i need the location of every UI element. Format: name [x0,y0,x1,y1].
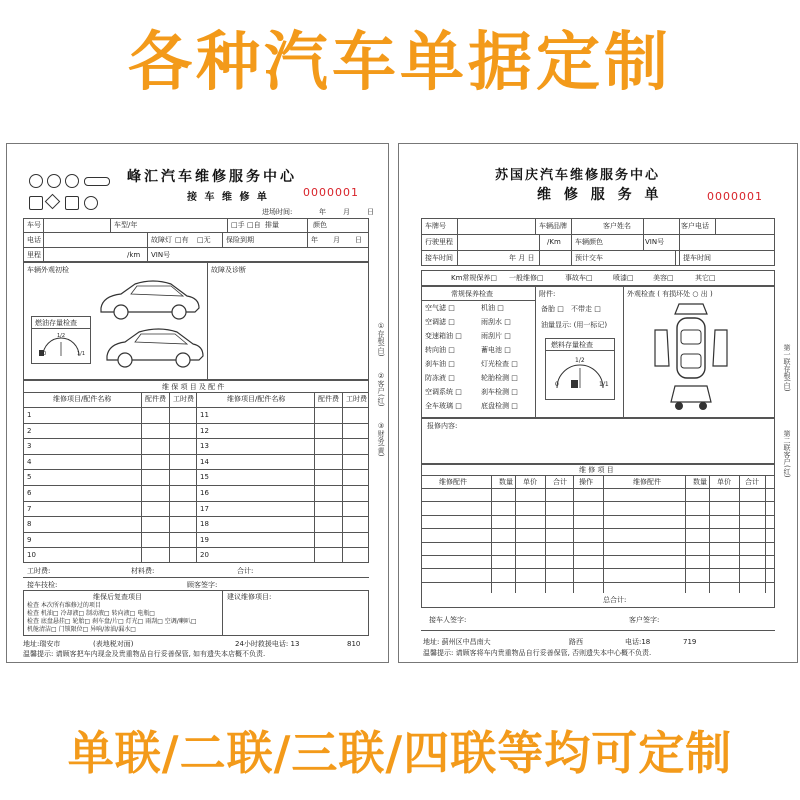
col-labor-fee-2: 工时费 [346,395,367,403]
mileage-label-right: 行驶里程 [425,238,453,246]
service-type-option[interactable]: Km常规保养□ [451,274,498,282]
row-number-right: 19 [200,535,209,544]
material-total-label: 材料费: [131,567,155,575]
phone-label: 电话 [27,236,41,244]
serial-number: 0000001 [303,186,359,199]
gauge-empty-right: 0 [555,381,559,388]
service-type-option[interactable]: 喷漆□ [613,274,634,282]
routine-check-item[interactable]: 全车玻璃 □ [425,402,462,410]
warranty-month: 月 [333,236,340,244]
row-number-right: 11 [200,411,209,419]
fuel-check-label-right: 燃料存量检查 [551,341,593,349]
tel-label-right: 电话:18 [625,638,651,646]
side-label-right-1: 第一联存根(白) [783,344,791,392]
routine-check-item[interactable]: 底盘检测 □ [481,402,518,410]
row-number-left: 8 [27,520,32,529]
chevrolet-logo-icon [65,196,79,210]
service-type-option[interactable]: 美容□ [653,274,674,282]
form-subtitle-right: 维 修 服 务 单 [537,187,663,203]
recheck-line-3: 检查 底盘悬挂□ 轮胎□ 刹车盘/片□ 灯光□ 雨刮□ 空调/喇叭□ [27,618,197,625]
routine-check-item[interactable]: 空气滤 □ [425,304,455,312]
gauge-half-label: 1/2 [57,333,66,339]
row-number-left: 9 [27,535,32,544]
day-label: 日 [367,208,374,216]
toyota-logo-icon [29,196,43,210]
gauge-empty-label: 0 [43,351,47,357]
side-label-1: ①存根(白) [377,322,385,357]
address-label-right: 地址: 蓟州区中昌南大 [423,638,491,646]
routine-check-item[interactable]: 空调系统 □ [425,388,462,396]
column-divider [573,475,574,593]
row-divider [421,542,775,543]
address-label: 地址:瑞安市 [23,640,61,648]
side-label-2: ②客户(红) [377,372,385,407]
shop-title: 峰汇汽车维修服务中心 [127,169,297,185]
vw-logo-icon [65,174,79,188]
service-type-option[interactable]: 事故车□ [565,274,593,282]
recheck-line-1: 检查 本次所有维修过的项目 [27,602,101,609]
repair-desc-area [421,418,775,464]
row-divider [23,501,369,502]
gauge-full-label: 1/1 [77,351,86,357]
receiver-sign-label: 接车技检: [27,581,58,589]
car-top-view-diagram-icon [647,302,735,414]
serial-number-right: 0000001 [707,190,763,203]
routine-check-item[interactable]: 刹车检测 □ [481,388,518,396]
column-divider [603,475,604,593]
routine-check-item[interactable]: 空调滤 □ [425,318,455,326]
warm-tip: 温馨提示: 请顾客把车内现金及贵重物品自行妥善保管, 如有遗失本店概不负责. [23,650,266,658]
row-divider [421,515,775,516]
plate-label-right: 车牌号 [425,222,446,230]
routine-check-item[interactable]: 雨刮片 □ [481,332,511,340]
color-label: 颜色 [313,221,327,229]
warranty-year: 年 [311,236,318,244]
oil-display-label: 油量显示: (用一标记) [541,321,608,329]
warranty-label: 保险到期 [226,236,254,244]
km-unit: /km [127,251,141,259]
recheck-title: 维保后复查项目 [93,593,142,601]
column-divider [491,475,492,593]
repair-column-header: 合计 [553,478,567,486]
row-number-left: 7 [27,504,32,513]
column-divider [685,475,686,593]
row-divider [421,488,775,489]
sum-label: 合计: [237,567,254,575]
repair-column-header: 维修配件 [439,478,467,486]
repair-desc-label: 报修内容: [427,422,458,430]
car-color-label: 车辆颜色 [575,238,603,246]
receiver-sign-right: 接车人签字: [429,616,467,624]
row-number-right: 15 [200,473,209,482]
row-divider [421,555,775,556]
row-number-left: 6 [27,489,32,497]
gauge-full-right: 1/1 [599,381,609,388]
col-parts-fee-2: 配件费 [318,395,339,403]
col-item-name: 维修项目/配件名称 [53,395,112,403]
repair-column-header: 合计 [745,478,759,486]
row-divider [23,407,369,408]
tel-tail-right: 719 [683,638,697,646]
row-number-left: 4 [27,457,32,466]
form-subtitle: 接 车 维 修 单 [187,192,269,203]
column-divider [739,475,740,593]
routine-check-item[interactable]: 刹车油 □ [425,360,455,368]
row-divider [23,485,369,486]
fault-diagnosis-label: 故障及诊断 [211,266,246,274]
plate-label: 车号 [27,221,41,229]
km-unit-right: /Km [547,238,561,246]
displacement-label: 排量 [265,221,279,229]
repair-section-title: 维 保 项 目 及 配 件 [162,383,225,391]
address-paren: (表地税对面) [93,640,134,648]
row-number-right: 13 [200,442,209,451]
labor-total-label: 工时费: [27,567,51,575]
routine-check-item[interactable]: 灯光检查 □ [481,360,518,368]
row-divider [421,528,775,529]
row-divider [23,438,369,439]
car-rear-diagram-icon [103,322,207,374]
customer-sign-right: 客户签字: [629,616,660,624]
recheck-line-2: 检查 机油□ 冷却液□ 制动液□ 转向液□ 电瓶□ [27,610,155,617]
row-divider [23,516,369,517]
repair-column-header: 操作 [579,478,593,486]
pickup-time-label: 接车时间 [425,254,453,262]
fuel-check-label: 燃油存量检查 [35,319,77,327]
mileage-label: 里程 [27,251,41,259]
month-label: 月 [343,208,350,216]
row-number-left: 1 [27,411,32,419]
routine-check-item[interactable]: 蓄电池 □ [481,346,511,354]
row-number-right: 14 [200,457,209,466]
customer-name-label: 客户姓名 [603,222,631,230]
shop-title-right: 苏国庆汽车维修服务中心 [495,168,661,183]
col-item-name-2: 维修项目/配件名称 [227,395,286,403]
row-divider [23,469,369,470]
auto-checkbox-label[interactable]: □自 [247,221,261,229]
repair-column-header: 数量 [499,478,513,486]
col-labor-fee: 工时费 [173,395,194,403]
customer-sign-label: 顾客签字: [187,581,218,589]
exterior-check-label: 车辆外观初检 [27,266,69,274]
routine-check-label: 常规保养检查 [451,290,493,298]
row-number-left: 3 [27,442,32,451]
audi-logo-icon [84,177,110,186]
row-divider [421,568,775,569]
row-number-right: 18 [200,520,209,529]
side-label-right-2: 第二联客户(红) [783,430,791,478]
no-tool-checkbox[interactable]: 不带走 □ [571,305,601,313]
hotline-tail: 810 [347,640,361,648]
brand-label: 车辆品牌 [539,222,567,230]
gauge-half-right: 1/2 [575,357,585,364]
service-type-option[interactable]: 一般维修□ [509,274,544,282]
recheck-line-4: 机舱清洁□ 门锁限位□ 异响/渗油/漏水□ [27,626,136,633]
car-side-diagram-icon [95,272,203,324]
car-model-label: 车型/年 [114,221,138,229]
customer-phone-label: 客户电话 [681,222,709,230]
pickup-ymd: 年 月 日 [509,254,535,262]
row-divider [23,454,369,455]
year-label: 年 [319,208,326,216]
column-divider [545,475,546,593]
repair-column-header: 单价 [717,478,731,486]
has-light-checkbox[interactable]: □有 [175,236,189,244]
vin-label-right: VIN号 [645,238,665,246]
repair-form-right [398,143,798,663]
repair-items-title: 维 修 项 目 [579,466,614,474]
routine-check-item[interactable]: 机油 □ [481,304,504,312]
routine-check-item[interactable]: 转向油 □ [425,346,455,354]
row-divider [23,547,369,548]
repair-column-header: 数量 [693,478,707,486]
spare-tire-checkbox[interactable]: 备胎 □ [541,305,564,313]
repair-form-left [6,143,389,663]
row-number-right: 12 [200,426,209,435]
col-parts-fee: 配件费 [145,395,166,403]
address-tail-right: 路西 [569,638,583,646]
side-label-3: ③财务(黄) [377,422,385,457]
routine-check-item[interactable]: 防冻液 □ [425,374,455,382]
accessories-label: 附件: [539,290,556,298]
no-light-checkbox[interactable]: □无 [197,236,211,244]
service-type-option[interactable]: 其它□ [695,274,716,282]
routine-check-item[interactable]: 变速箱油 □ [425,332,462,340]
grand-total-label: 总合计: [603,596,627,604]
row-number-left: 5 [27,473,32,482]
hotline-label: 24小时救援电话: 13 [235,640,300,648]
bottom-banner-title: 单联/二联/三联/四联等均可定制 [67,726,733,780]
row-divider [23,532,369,533]
routine-check-item[interactable]: 轮胎检测 □ [481,374,518,382]
bmw-logo-icon [47,174,61,188]
top-banner-title: 各种汽车单据定制 [128,26,672,100]
row-number-left: 10 [27,551,36,560]
warm-tip-right: 温馨提示: 请顾客将车内贵重物品自行妥善保管, 否则遗失本中心概不负责. [423,649,652,657]
row-divider [421,501,775,502]
routine-check-item[interactable]: 雨刮水 □ [481,318,511,326]
row-number-right: 16 [200,489,209,497]
suggest-label: 建议维修项目: [227,593,272,601]
warranty-day: 日 [355,236,362,244]
row-divider [23,423,369,424]
entry-time-label: 进场时间: [262,208,293,216]
row-number-left: 2 [27,426,32,435]
vin-label: VIN号 [151,251,171,259]
renault-logo-icon [45,194,61,210]
column-divider [765,475,766,593]
fault-light-label: 故障灯 [151,236,172,244]
row-number-right: 17 [200,504,209,513]
delivery-time-label: 提车时间 [683,254,711,262]
column-divider [709,475,710,593]
mercedes-logo-icon [29,174,43,188]
est-delivery-label: 预计交车 [575,254,603,262]
row-divider [421,582,775,583]
peugeot-logo-icon [84,196,98,210]
column-divider [515,475,516,593]
row-number-right: 20 [200,551,209,560]
repair-column-header: 维修配件 [633,478,661,486]
manual-checkbox-label[interactable]: □手 [231,221,245,229]
exterior-check-label-right: 外观检查 ( 有损坏处 ○ 出 ) [627,290,713,298]
repair-column-header: 单价 [523,478,537,486]
